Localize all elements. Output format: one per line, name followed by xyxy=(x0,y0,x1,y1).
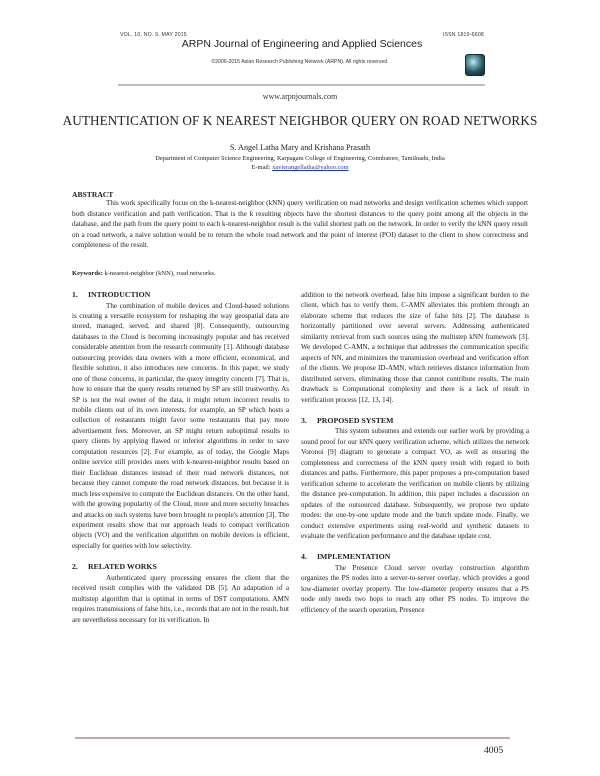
section-heading-related-works xyxy=(72,562,289,573)
introduction-text: The combination of mobile devices and Cloud-based solutions is creating a versatile ecosystem for reshaping the way geospatial data are stored, managed, served, and shared [8]. Consequently, outsourcing databases to the Cloud is becoming increasingly popular and has received considerable attention from the research community [1]. Although database outsourcing provides data owners with a more efficient, economical, and flexible solution, it also introduces new concerns. In this paper, we study one of those concerns, in particular, the query integrity concern [7]. That is, how to ensure that the query results returned by SP are still trustworthy. As SP is not the real owner of the data, it might return incorrect results to mobile clients out of its own interests, for example, an SP which hosts a collection of restaurants might favor some restaurants that pay more advertisement fees. Moreover, an SP might return suboptimal results to query clients by applying flawed or inferior algorithms in order to save computation resources [2]. For example, as of today, the Google Maps online service still provides users with k-nearest-neighbor results based on their Euclidean distances instead of their road network distances, not because they cannot compute the road network distances, but because it is much less expensive to compute the Euclidean distances. On the other hand, with the growing popularity of the Cloud, more and more security breaches and attacks on such systems have been brought to people's attention [3]. The experiment results show that our approach leads to compact verification objects (VO) and the verification algorithm on mobile devices is efficient, especially for queries with low selectivity. xyxy=(72,301,289,550)
abstract-heading: ABSTRACT xyxy=(72,190,114,199)
paper-authors: S. Angel Latha Mary and Krishana Prasath xyxy=(229,143,371,152)
left-column xyxy=(72,290,289,625)
paper-title: AUTHENTICATION OF K NEAREST NEIGHBOR QUERY ON ROAD NETWORKS xyxy=(62,113,538,128)
section-title: IMPLEMENTATION xyxy=(317,552,391,562)
proposed-system-text: This system subsumes and extends our earlier work by providing a sound proof for our kNN query verification scheme, which utilizes the network Voronoi [9] diagram to generate a compact VO, as well as ensuring the completeness and correctness of the kNN query result with regard to both distances and paths. Furthermore, this paper proposes a pre-computation based verification scheme to accelerate the verification on mobile clients by utilizing the distance pre-computation. In addition, this paper includes a discussion on updates of the outsourced database. Subsequently, we propose two update modes: the one-by-one update mode and the batch update mode. Finally, we conduct extensive experiments using real-world and synthetic datasets to evaluate the verification performance and the database update cost. xyxy=(301,427,529,541)
journal-name: ARPN Journal of Engineering and Applied Sciences xyxy=(181,38,423,50)
related-works-continuation: addition to the network overhead, false hits impose a significant burden to the client, which has to verify them. C-AMN alleviates this problem through an elaborate scheme that reduces the size of false hits [2]. The database is horizontally partitioned over several servers. Addressing authenticated similarity retrieval from such sources using the multistep kNN framework [3]. We developed C-AMN, a technique that addresses the communication specific aspects of NN, and minimizes the transmission overhead and verification effort of the clients. We propose ID-AMN, which retrieves distance information from distributed servers, eliminating those that cannot contribute results. The main drawback is Computational complexity and there is a lack of result in verification process [12, 13, 14]. xyxy=(301,291,529,404)
copyright-notice: ©2006-2015 Asian Research Publishing Network (ARPN). All rights reserved. xyxy=(211,59,389,65)
issn: ISSN 1819-6608 xyxy=(442,32,484,38)
keywords-text: k-nearest-neighbor (kNN), road networks. xyxy=(104,270,216,277)
email-link[interactable]: xavierangellatha@yahoo.com xyxy=(272,164,349,171)
section-title: RELATED WORKS xyxy=(88,562,157,572)
section-heading-proposed-system xyxy=(301,416,529,427)
section-number: 2. xyxy=(72,562,78,572)
author-affiliation: Department of Computer Science Engineering, Karpagam College of Engineering, Coimbatore, Tamilnadu, India xyxy=(155,155,445,162)
section-number: 1. xyxy=(72,290,78,299)
implementation-text: The Presence Cloud server overlay construction algorithm organizes the PS nodes into a server-to-server overlay, which provides a good low-diameter overlay property. The low-diameter property ensures that a PS node only needs two hops to reach any other PS nodes. To improve the efficiency of the search operation, Presence xyxy=(301,563,529,614)
keywords-label: Keywords: xyxy=(72,270,103,277)
right-column xyxy=(301,290,529,615)
author-email-line xyxy=(0,164,600,171)
related-works-text: Authenticated query processing ensures the client that the received result complies with the validated DB [5]. An adaptation of a multistep algorithm that is optimal in terms of DST computations. AMN requires transmissions of false hits, i.e., records that are not in the result, but are nevertheless necessary for its verification. In xyxy=(72,573,289,624)
email-label: E-mail: xyxy=(251,164,271,171)
page-number: 4005 xyxy=(484,745,504,756)
abstract-text: This work specifically focus on the k-nearest-neighbor (kNN) query verification on road networks and design verification schemes which support both distance verification and path verification. That is the k resulting objects have the shortest distances to the query point among all the objects in the database, and the path from the query point to each k-nearest-neighbor result is the valid shortest path on the network. In order to verify the kNN query result on a road network, a naive solution would be to return the whole road network and the point of interest (POI) dataset to the client to show correctness and completeness of the result. xyxy=(72,199,528,250)
section-title: INTRODUCTION xyxy=(88,290,151,299)
keywords xyxy=(72,270,216,277)
journal-url[interactable]: www.arpnjournals.com xyxy=(262,92,338,101)
section-title: PROPOSED SYSTEM xyxy=(317,415,394,425)
arpn-globe-logo-icon xyxy=(465,54,485,76)
volume-issue: VOL. 10, NO. 9, MAY 2015 xyxy=(120,32,187,38)
section-heading-introduction xyxy=(72,290,289,301)
section-number: 3. xyxy=(301,415,307,425)
section-number: 4. xyxy=(301,552,307,562)
footer-divider xyxy=(75,737,510,739)
section-heading-implementation xyxy=(301,552,529,563)
header-divider xyxy=(118,84,485,86)
